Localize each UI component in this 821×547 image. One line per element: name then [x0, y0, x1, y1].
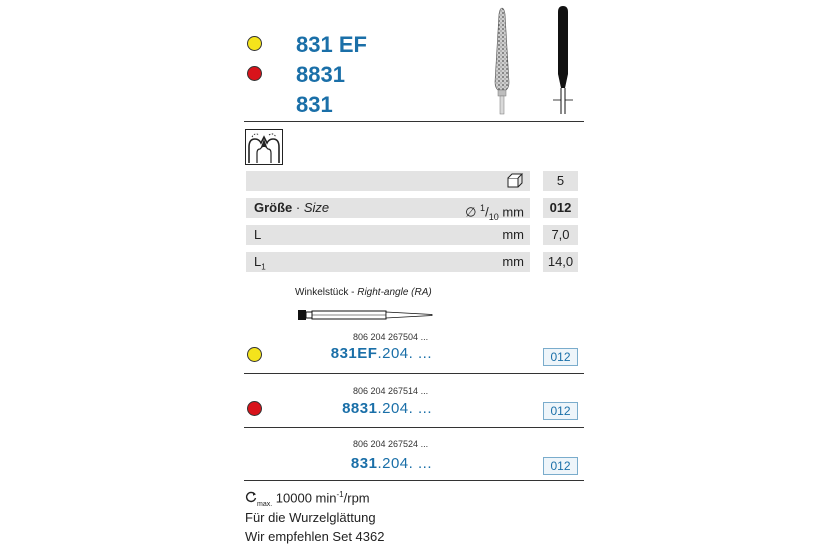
rotation-icon	[245, 491, 257, 503]
package-icon	[506, 173, 524, 189]
length-row	[246, 225, 530, 245]
total-length-unit: mm	[502, 254, 524, 269]
usage-note: Für die Wurzelglättung	[245, 510, 376, 525]
size-label: Größe · Size	[254, 200, 330, 215]
max-speed-line: $_{max.}$ 10000 $\min^{-1}$/rpm	[245, 490, 370, 508]
order-divider	[244, 373, 584, 374]
total-length-value: 14,0	[543, 252, 578, 272]
order-code: 831.204. ...	[350, 455, 432, 472]
order-size-box: 012	[543, 348, 578, 366]
order-divider	[244, 427, 584, 428]
red-dot-icon	[247, 401, 262, 416]
root-canal-icon	[245, 129, 283, 165]
yellow-dot-icon	[247, 347, 262, 362]
set-recommendation: Wir empfehlen Set 4362	[245, 529, 385, 544]
code-831ef: 831 EF	[296, 32, 367, 57]
order-code: 8831.204. ...	[342, 400, 432, 417]
total-length-row	[246, 252, 530, 272]
bur-illustration	[482, 4, 522, 120]
pack-row	[246, 171, 530, 191]
length-unit: mm	[502, 227, 524, 242]
size-row	[246, 198, 530, 222]
red-dot-icon	[247, 66, 262, 81]
code-831: 831	[296, 92, 333, 117]
order-code: 831EF.204. ...	[330, 345, 432, 362]
code-8831: 8831	[296, 62, 345, 87]
order-size-box: 012	[543, 402, 578, 420]
article-number: 806 204 267514 ...	[353, 386, 429, 396]
article-number: 806 204 267504 ...	[353, 332, 429, 342]
article-number: 806 204 267524 ...	[353, 439, 429, 449]
bur-technical-drawing	[545, 4, 581, 120]
yellow-dot-icon	[247, 36, 262, 51]
total-length-label: $L_1$	[254, 254, 266, 272]
header-divider	[244, 121, 584, 122]
size-value: 012	[543, 198, 578, 218]
shank-type-label: Winkelstück - Right-angle (RA)	[295, 287, 432, 298]
order-size-box: 012	[543, 457, 578, 475]
right-angle-shank-icon	[296, 306, 436, 326]
length-value: 7,0	[543, 225, 578, 245]
order-divider	[244, 480, 584, 481]
length-label: L	[254, 227, 262, 242]
pack-value: 5	[543, 171, 578, 191]
size-unit: ∅ $^1/_{10}$ mm	[465, 203, 524, 222]
